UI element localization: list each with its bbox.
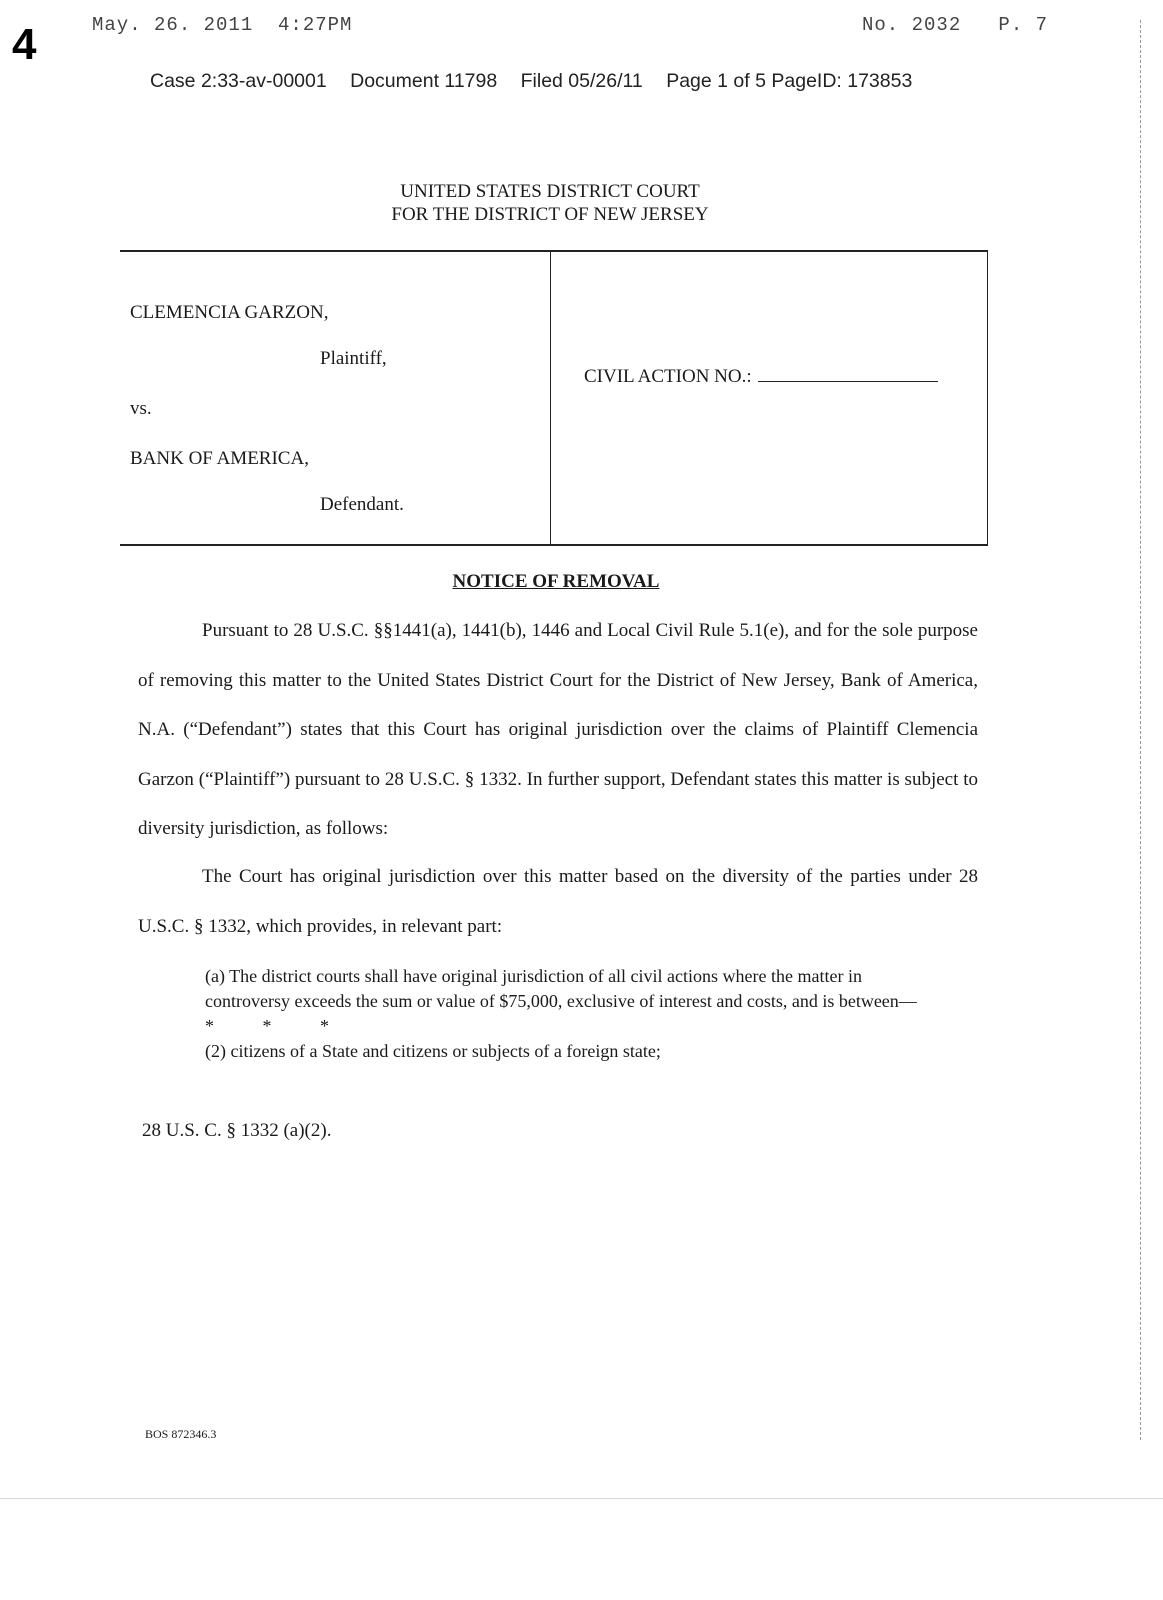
document-number: Document 11798 bbox=[350, 70, 498, 92]
paragraph-jurisdiction: Pursuant to 28 U.S.C. §§1441(a), 1441(b), 1446 and Local Civil Rule 5.1(e), and for the sole purpose of removing this matter to the United States District Court for the District of New Jersey, Bank of America, N.A. (“Defendant”) states that this Court has original jurisdiction over the claims of Plaintiff Clemencia Garzon (“Plaintiff”) pursuant to 28 U.S.C. § 1332. In further support, Defendant states this matter is subject to diversity jurisdiction, as follows: bbox=[138, 620, 978, 839]
caption-divider bbox=[550, 252, 551, 544]
statute-citation: 28 U.S. C. § 1332 (a)(2). bbox=[142, 1120, 332, 1141]
case-header bbox=[150, 70, 930, 93]
paragraph-diversity: The Court has original jurisdiction over this matter based on the diversity of the parties under 28 U.S.C. § 1332, which provides, in relevant part: bbox=[138, 866, 978, 937]
page-bottom-rule bbox=[0, 1498, 1163, 1499]
page-marker: 4 bbox=[12, 20, 37, 69]
footer-document-id: BOS 872346.3 bbox=[145, 1427, 217, 1441]
page-id: Page 1 of 5 PageID: 173853 bbox=[666, 70, 913, 92]
filed-date: Filed 05/26/11 bbox=[520, 70, 643, 92]
fax-date-time: May. 26. 2011 4:27PM bbox=[92, 14, 353, 36]
fax-page-number: No. 2032 P. 7 bbox=[862, 14, 1049, 36]
case-number: Case 2:33-av-00001 bbox=[150, 70, 327, 92]
versus: vs. bbox=[130, 398, 152, 419]
defendant-role: Defendant. bbox=[320, 494, 404, 515]
statute-ellipsis: * * * bbox=[205, 1016, 351, 1036]
defendant-name: BANK OF AMERICA, bbox=[130, 448, 309, 469]
statute-quote bbox=[205, 964, 917, 1064]
statute-subsection-a: (a) The district courts shall have original jurisdiction of all civil actions where the matter in controversy exceeds the sum or value of $75,000, exclusive of interest and costs, and is between— bbox=[205, 966, 917, 1011]
plaintiff-name: CLEMENCIA GARZON, bbox=[130, 302, 329, 323]
court-name bbox=[330, 180, 770, 226]
civil-action-blank bbox=[758, 367, 938, 382]
case-caption bbox=[120, 250, 988, 546]
civil-action-label: CIVIL ACTION NO.: bbox=[584, 366, 752, 387]
caption-right-border bbox=[987, 252, 988, 544]
document-title: NOTICE OF REMOVAL bbox=[452, 571, 660, 592]
plaintiff-role: Plaintiff, bbox=[320, 348, 387, 369]
scan-edge-line bbox=[1140, 20, 1141, 1440]
statute-subsection-2: (2) citizens of a State and citizens or subjects of a foreign state; bbox=[205, 1041, 661, 1061]
court-line-2: FOR THE DISTRICT OF NEW JERSEY bbox=[391, 204, 709, 225]
court-line-1: UNITED STATES DISTRICT COURT bbox=[400, 181, 700, 202]
civil-action-number bbox=[584, 366, 938, 388]
